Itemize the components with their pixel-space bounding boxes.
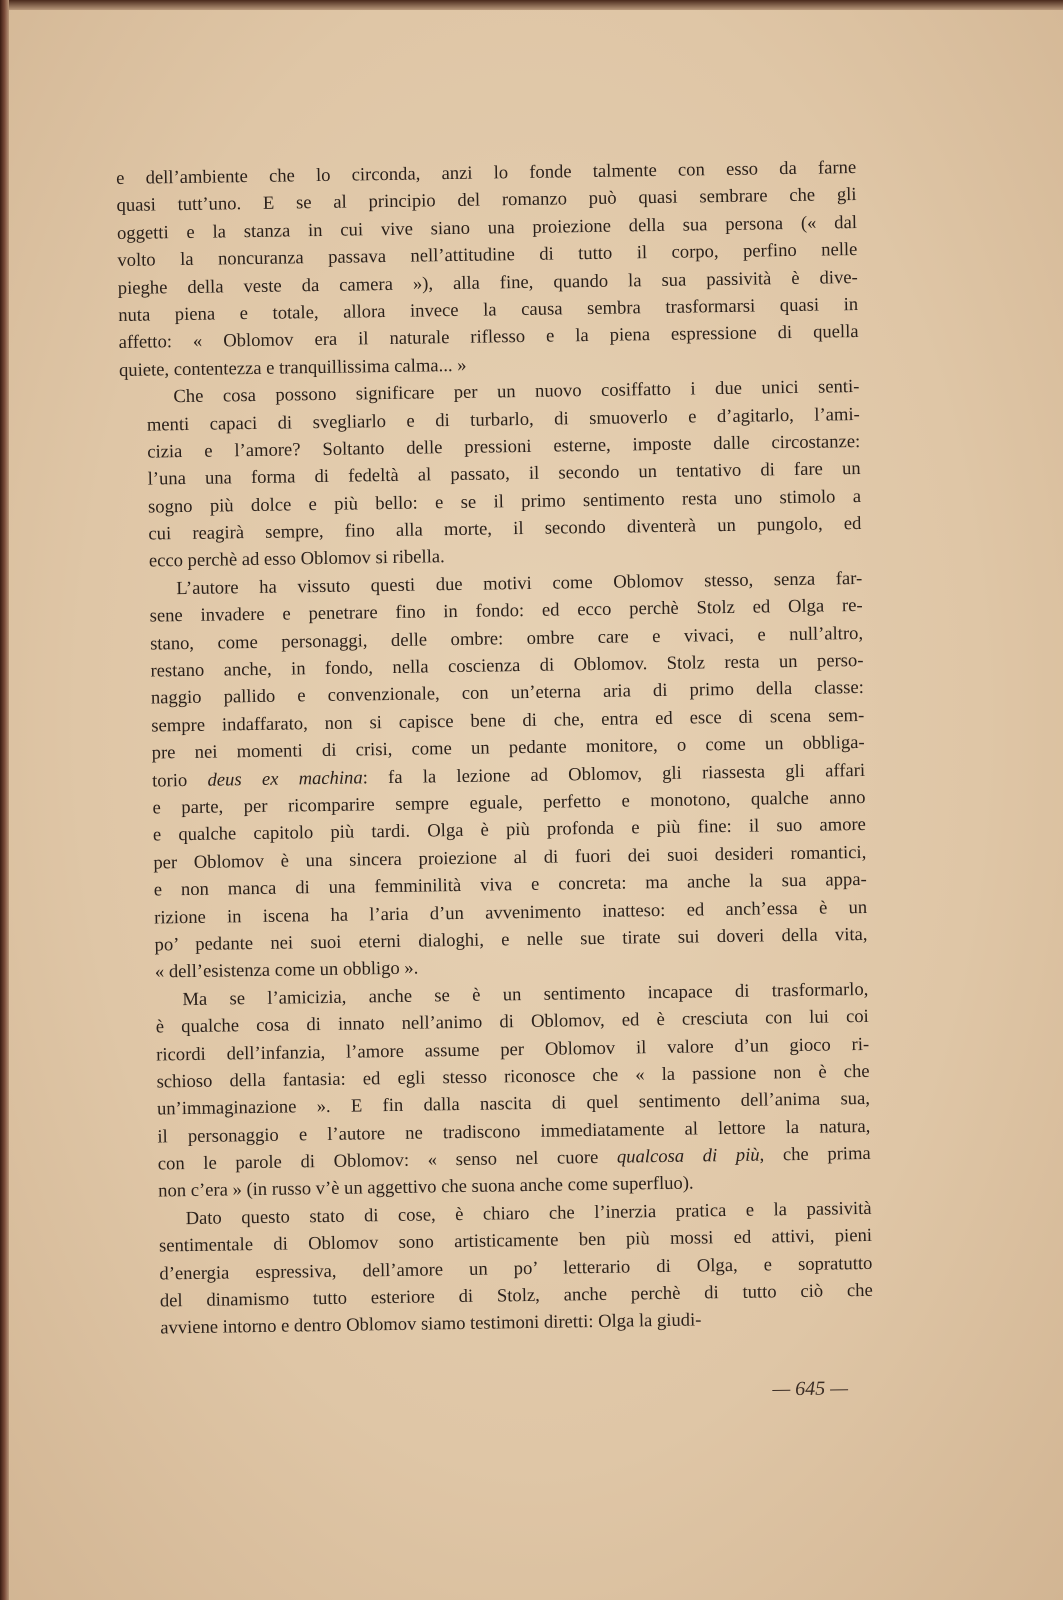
text-line: è qualche cosa di innato nell’animo di Oblomov, ed è cresciuta con lui coi — [155, 1006, 869, 1038]
text-line: Che cosa possono significare per un nuovo cosiffatto i due unici senti- — [173, 376, 860, 408]
text-line: quiete, contentezza e tranquillissima calma... » — [118, 354, 467, 381]
text-line: avviene intorno e dentro Oblomov siamo testimoni diretti: Olga la giudi- — [160, 1309, 702, 1339]
text-line: e non manca di una femminilità viva e concreta: ma anche la sua appa- — [153, 869, 867, 901]
text-line: volto la noncuranza passava nell’attitudine di tutto il corpo, perfino nelle — [117, 239, 858, 272]
page-number: — 645 — — [772, 1377, 849, 1401]
text-line: sempre indaffarato, non si capisce bene di che, entra ed esce di scena sem- — [151, 704, 865, 737]
text-line: e parte, per ricomparire sempre eguale, perfetto e monotono, qualche anno — [152, 786, 866, 819]
text-line: del dinamismo tutto esteriore di Stolz, anche perchè di tutto ciò che — [159, 1279, 873, 1312]
page-left-edge — [0, 0, 9, 1600]
text-line: l’una una forma di fedeltà al passato, il secondo un tentativo di fare un — [147, 458, 861, 490]
text-line: il personaggio e l’autore ne tradiscono immediatamente al lettore la natura, — [157, 1115, 871, 1148]
text-line: Dato questo stato di cose, è chiaro che l’inerzia pratica e la passività — [185, 1197, 872, 1229]
paragraph — [128, 976, 871, 1206]
text-line: ricordi dell’infanzia, l’amore assume per Oblomov il valore d’un gioco ri- — [156, 1033, 870, 1066]
paragraph — [131, 1195, 873, 1343]
text-line: pieghe della veste da camera »), alla fine, quando la sua passività è dive- — [117, 266, 858, 299]
text-line: per Oblomov è una sincera proiezione al di fuori dei suoi desideri romantici, — [153, 841, 867, 874]
text-line: naggio pallido e convenzionale, con un’eterna aria di primo della classe: — [150, 677, 864, 709]
text-line: cui reagirà sempre, fino alla morte, il secondo diventerà un pungolo, ed — [148, 513, 862, 545]
text-line: L’autore ha vissuto questi due motivi come Oblomov stesso, senza far- — [176, 567, 863, 600]
text-line: con le parole di Oblomov: « senso nel cuore qualcosa di più, che prima — [157, 1142, 871, 1175]
italic-phrase: qualcosa di più — [616, 1144, 760, 1168]
paragraph — [122, 565, 868, 987]
text-line: nuta piena e totale, allora invece la causa sembra trasformarsi quasi in — [118, 293, 859, 326]
text-line: schioso della fantasia: ed egli stesso riconosce che « la passione non è che — [156, 1060, 870, 1093]
text-line: po’ pedante nei suoi eterni dialoghi, e nelle sue tirate sui doveri della vita, — [154, 923, 868, 956]
text-line: Ma se l’amicizia, anche se è un sentimento incapace di trasformarlo, — [182, 978, 869, 1010]
text-line: e dell’ambiente che lo circonda, anzi lo fonde talmente con esso da farne — [116, 157, 857, 189]
text-line: restano anche, in fondo, nella coscienza di Oblomov. Stolz resta un perso- — [150, 649, 864, 682]
text-line: quasi tutt’uno. E se al principio del romanzo può quasi sembrare che gli — [116, 184, 857, 217]
text-line: sene invadere e penetrare fino in fondo: ed ecco perchè Stolz ed Olga re- — [149, 595, 863, 627]
text-line: non c’era » (in russo v’è un aggettivo che suona anche come superfluo). — [158, 1172, 694, 1202]
text-line: d’energia espressiva, dell’amore un po’ letterario di Olga, e sopratutto — [159, 1252, 873, 1285]
page-top-edge — [0, 0, 1063, 10]
italic-phrase: deus ex machina — [207, 767, 363, 791]
text-line: sentimentale di Oblomov sono artisticamente ben più mossi ed attivi, pieni — [158, 1225, 873, 1257]
text-line: stano, come personaggi, delle ombre: ombre care e vivaci, e null’altro, — [149, 622, 864, 655]
text-line: menti capaci di svegliarlo e di turbarlo, di smuoverlo e d’agitarlo, l’ami- — [146, 403, 860, 436]
text-line: « dell’esistenza come un obbligo ». — [154, 957, 419, 983]
text-line: cizia e l’amore? Soltanto delle pressioni esterne, imposte dalle circostanze: — [147, 430, 861, 463]
paragraph — [116, 154, 859, 384]
text-line: un’immaginazione ». E fin dalla nascita di quel sentimento dell’anima sua, — [156, 1088, 871, 1120]
text-line: torio deus ex machina: fa la lezione ad Oblomov, gli riassesta gli affari — [151, 759, 866, 792]
body-text — [116, 154, 873, 1343]
text-line: affetto: « Oblomov era il naturale riflesso e la piena espressione di quella — [118, 321, 859, 354]
text-line: oggetti e la stanza in cui vive siano una proiezione della sua persona (« dal — [116, 211, 858, 244]
paragraph — [119, 373, 862, 576]
text-line: rizione in iscena ha l’aria d’un avvenimento inatteso: ed anch’essa è un — [154, 896, 868, 929]
text-line: sogno più dolce e più bello: e se il primo sentimento resta uno stimolo a — [147, 485, 862, 518]
text-line: pre nei momenti di crisi, come un pedante monitore, o come un obbliga- — [151, 732, 865, 764]
text-line: e qualche capitolo più tardi. Olga è più profonda e più fine: il suo amore — [152, 814, 867, 846]
text-line: ecco perchè ad esso Oblomov si ribella. — [148, 546, 445, 573]
